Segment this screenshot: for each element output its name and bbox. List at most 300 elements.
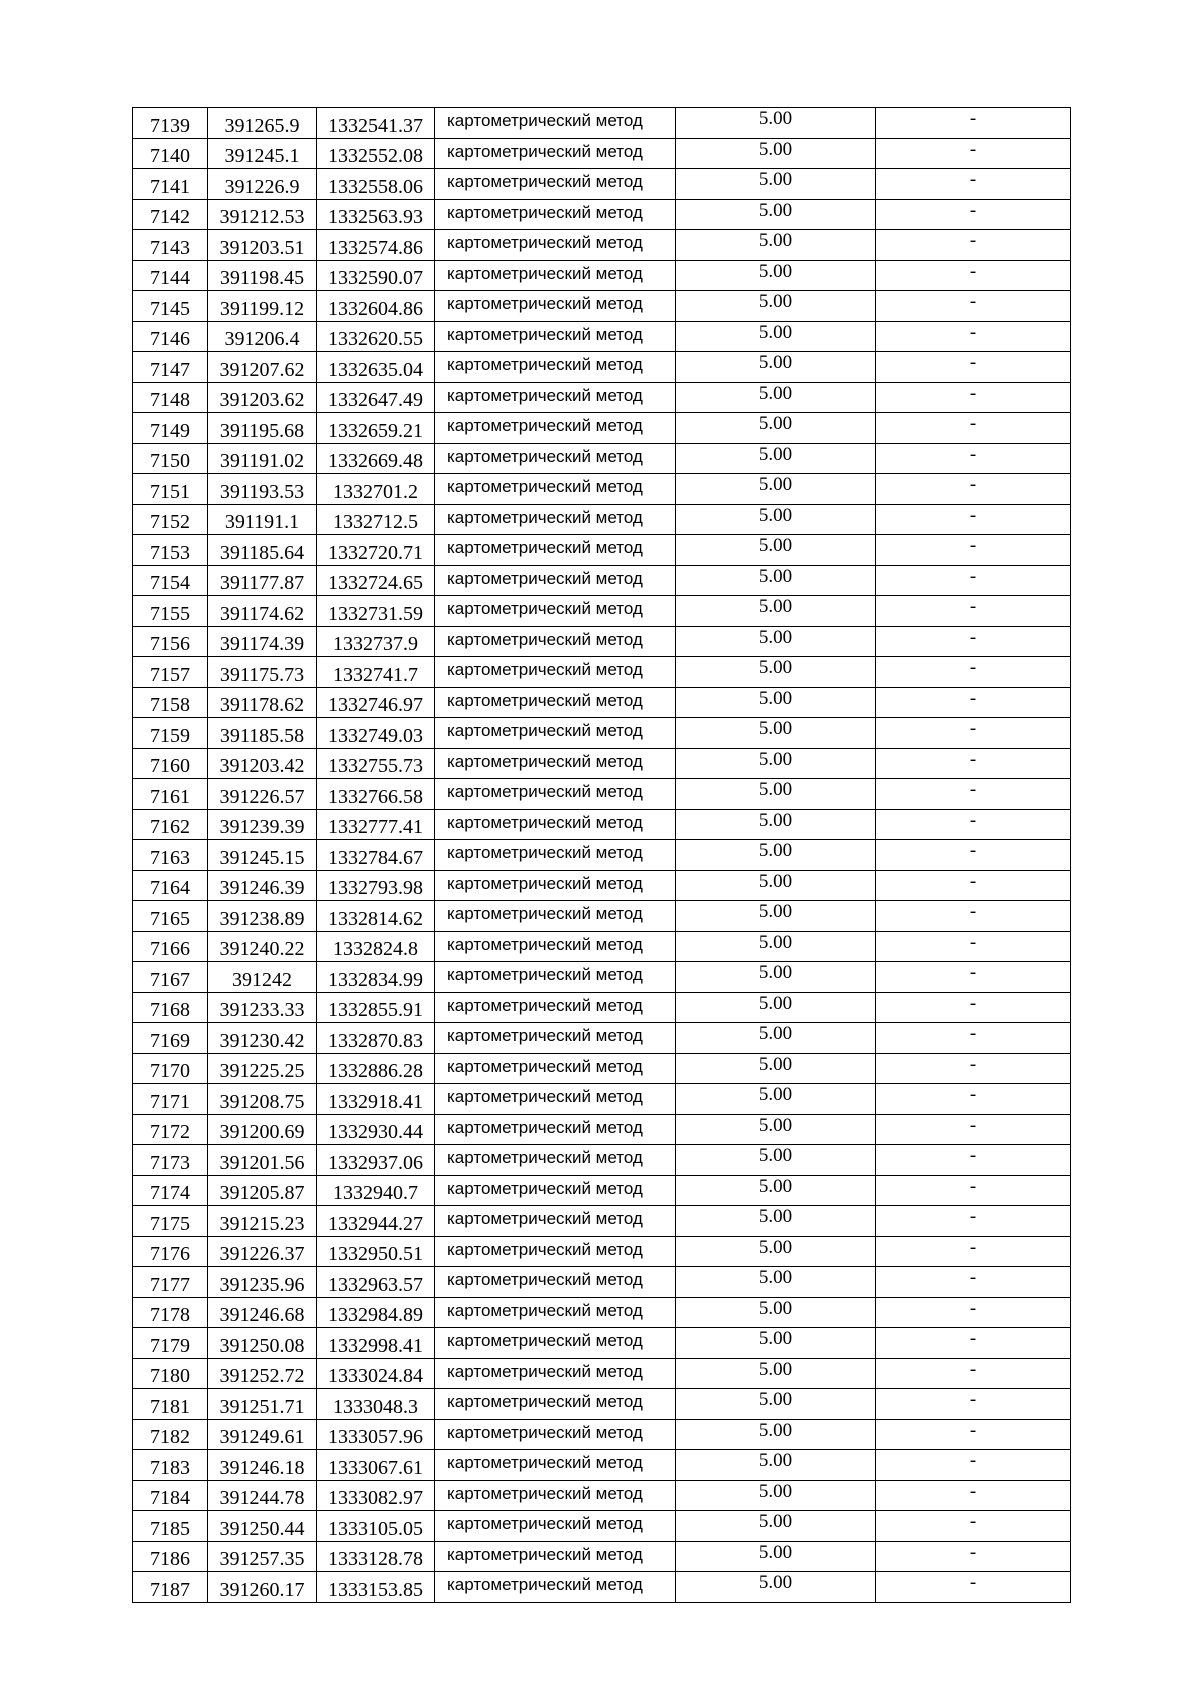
accuracy-cell: 5.00 xyxy=(676,1053,876,1084)
method-cell: картометрический метод xyxy=(435,230,676,261)
point-number-cell: 7158 xyxy=(133,687,208,718)
x-coordinate-cell: 391226.37 xyxy=(208,1236,317,1267)
method-cell: картометрический метод xyxy=(435,657,676,688)
y-coordinate-cell: 1332930.44 xyxy=(317,1114,435,1145)
accuracy-cell: 5.00 xyxy=(676,1145,876,1176)
description-cell: - xyxy=(876,596,1071,627)
accuracy-cell: 5.00 xyxy=(676,1023,876,1054)
description-cell: - xyxy=(876,1450,1071,1481)
method-cell: картометрический метод xyxy=(435,1084,676,1115)
table-row xyxy=(133,1053,1071,1084)
y-coordinate-cell: 1332620.55 xyxy=(317,321,435,352)
y-coordinate-cell: 1332563.93 xyxy=(317,199,435,230)
y-coordinate-cell: 1332940.7 xyxy=(317,1175,435,1206)
table-row xyxy=(133,962,1071,993)
point-number-cell: 7176 xyxy=(133,1236,208,1267)
accuracy-cell: 5.00 xyxy=(676,1358,876,1389)
point-number-cell: 7182 xyxy=(133,1419,208,1450)
y-coordinate-cell: 1332784.67 xyxy=(317,840,435,871)
point-number-cell: 7164 xyxy=(133,870,208,901)
x-coordinate-cell: 391185.58 xyxy=(208,718,317,749)
x-coordinate-cell: 391265.9 xyxy=(208,108,317,139)
method-cell: картометрический метод xyxy=(435,626,676,657)
description-cell: - xyxy=(876,870,1071,901)
y-coordinate-cell: 1332731.59 xyxy=(317,596,435,627)
x-coordinate-cell: 391225.25 xyxy=(208,1053,317,1084)
description-cell: - xyxy=(876,687,1071,718)
point-number-cell: 7141 xyxy=(133,169,208,200)
x-coordinate-cell: 391203.62 xyxy=(208,382,317,413)
x-coordinate-cell: 391239.39 xyxy=(208,809,317,840)
y-coordinate-cell: 1332712.5 xyxy=(317,504,435,535)
description-cell: - xyxy=(876,1236,1071,1267)
method-cell: картометрический метод xyxy=(435,352,676,383)
method-cell: картометрический метод xyxy=(435,1175,676,1206)
accuracy-cell: 5.00 xyxy=(676,1480,876,1511)
x-coordinate-cell: 391174.62 xyxy=(208,596,317,627)
method-cell: картометрический метод xyxy=(435,931,676,962)
description-cell: - xyxy=(876,474,1071,505)
table-row xyxy=(133,382,1071,413)
y-coordinate-cell: 1333057.96 xyxy=(317,1419,435,1450)
table-row xyxy=(133,1236,1071,1267)
coordinates-table-body xyxy=(133,108,1071,1603)
table-row xyxy=(133,504,1071,535)
method-cell: картометрический метод xyxy=(435,565,676,596)
point-number-cell: 7152 xyxy=(133,504,208,535)
x-coordinate-cell: 391195.68 xyxy=(208,413,317,444)
table-row xyxy=(133,443,1071,474)
table-row xyxy=(133,1450,1071,1481)
accuracy-cell: 5.00 xyxy=(676,321,876,352)
x-coordinate-cell: 391257.35 xyxy=(208,1541,317,1572)
point-number-cell: 7155 xyxy=(133,596,208,627)
description-cell: - xyxy=(876,535,1071,566)
point-number-cell: 7145 xyxy=(133,291,208,322)
accuracy-cell: 5.00 xyxy=(676,1267,876,1298)
table-row xyxy=(133,718,1071,749)
table-row xyxy=(133,565,1071,596)
description-cell: - xyxy=(876,1328,1071,1359)
coordinates-table xyxy=(132,107,1071,1603)
table-row xyxy=(133,626,1071,657)
description-cell: - xyxy=(876,626,1071,657)
description-cell: - xyxy=(876,1541,1071,1572)
method-cell: картометрический метод xyxy=(435,992,676,1023)
table-row xyxy=(133,1328,1071,1359)
description-cell: - xyxy=(876,321,1071,352)
y-coordinate-cell: 1332552.08 xyxy=(317,138,435,169)
point-number-cell: 7165 xyxy=(133,901,208,932)
table-row xyxy=(133,474,1071,505)
y-coordinate-cell: 1332541.37 xyxy=(317,108,435,139)
table-row xyxy=(133,870,1071,901)
table-row xyxy=(133,291,1071,322)
x-coordinate-cell: 391245.1 xyxy=(208,138,317,169)
point-number-cell: 7177 xyxy=(133,1267,208,1298)
y-coordinate-cell: 1332737.9 xyxy=(317,626,435,657)
table-row xyxy=(133,413,1071,444)
y-coordinate-cell: 1332574.86 xyxy=(317,230,435,261)
accuracy-cell: 5.00 xyxy=(676,352,876,383)
method-cell: картометрический метод xyxy=(435,962,676,993)
x-coordinate-cell: 391242 xyxy=(208,962,317,993)
description-cell: - xyxy=(876,1267,1071,1298)
description-cell: - xyxy=(876,1023,1071,1054)
method-cell: картометрический метод xyxy=(435,1267,676,1298)
method-cell: картометрический метод xyxy=(435,1236,676,1267)
accuracy-cell: 5.00 xyxy=(676,474,876,505)
point-number-cell: 7150 xyxy=(133,443,208,474)
point-number-cell: 7156 xyxy=(133,626,208,657)
point-number-cell: 7149 xyxy=(133,413,208,444)
description-cell: - xyxy=(876,901,1071,932)
description-cell: - xyxy=(876,657,1071,688)
x-coordinate-cell: 391208.75 xyxy=(208,1084,317,1115)
point-number-cell: 7180 xyxy=(133,1358,208,1389)
y-coordinate-cell: 1332659.21 xyxy=(317,413,435,444)
x-coordinate-cell: 391250.44 xyxy=(208,1511,317,1542)
accuracy-cell: 5.00 xyxy=(676,1389,876,1420)
point-number-cell: 7151 xyxy=(133,474,208,505)
method-cell: картометрический метод xyxy=(435,1511,676,1542)
method-cell: картометрический метод xyxy=(435,1419,676,1450)
point-number-cell: 7166 xyxy=(133,931,208,962)
accuracy-cell: 5.00 xyxy=(676,504,876,535)
point-number-cell: 7157 xyxy=(133,657,208,688)
method-cell: картометрический метод xyxy=(435,1206,676,1237)
y-coordinate-cell: 1332855.91 xyxy=(317,992,435,1023)
x-coordinate-cell: 391203.51 xyxy=(208,230,317,261)
table-row xyxy=(133,901,1071,932)
description-cell: - xyxy=(876,199,1071,230)
description-cell: - xyxy=(876,504,1071,535)
x-coordinate-cell: 391203.42 xyxy=(208,748,317,779)
method-cell: картометрический метод xyxy=(435,138,676,169)
table-row xyxy=(133,230,1071,261)
x-coordinate-cell: 391226.9 xyxy=(208,169,317,200)
y-coordinate-cell: 1332701.2 xyxy=(317,474,435,505)
description-cell: - xyxy=(876,992,1071,1023)
table-row xyxy=(133,809,1071,840)
description-cell: - xyxy=(876,382,1071,413)
y-coordinate-cell: 1332749.03 xyxy=(317,718,435,749)
x-coordinate-cell: 391240.22 xyxy=(208,931,317,962)
method-cell: картометрический метод xyxy=(435,169,676,200)
x-coordinate-cell: 391175.73 xyxy=(208,657,317,688)
table-row xyxy=(133,1084,1071,1115)
description-cell: - xyxy=(876,1419,1071,1450)
method-cell: картометрический метод xyxy=(435,199,676,230)
table-row xyxy=(133,596,1071,627)
x-coordinate-cell: 391200.69 xyxy=(208,1114,317,1145)
table-row xyxy=(133,992,1071,1023)
accuracy-cell: 5.00 xyxy=(676,138,876,169)
point-number-cell: 7160 xyxy=(133,748,208,779)
method-cell: картометрический метод xyxy=(435,718,676,749)
point-number-cell: 7184 xyxy=(133,1480,208,1511)
method-cell: картометрический метод xyxy=(435,474,676,505)
x-coordinate-cell: 391201.56 xyxy=(208,1145,317,1176)
accuracy-cell: 5.00 xyxy=(676,901,876,932)
accuracy-cell: 5.00 xyxy=(676,1450,876,1481)
table-row xyxy=(133,1297,1071,1328)
table-row xyxy=(133,108,1071,139)
y-coordinate-cell: 1332998.41 xyxy=(317,1328,435,1359)
accuracy-cell: 5.00 xyxy=(676,108,876,139)
description-cell: - xyxy=(876,840,1071,871)
method-cell: картометрический метод xyxy=(435,1328,676,1359)
y-coordinate-cell: 1333024.84 xyxy=(317,1358,435,1389)
description-cell: - xyxy=(876,809,1071,840)
point-number-cell: 7154 xyxy=(133,565,208,596)
table-row xyxy=(133,1419,1071,1450)
description-cell: - xyxy=(876,443,1071,474)
table-row xyxy=(133,1480,1071,1511)
x-coordinate-cell: 391207.62 xyxy=(208,352,317,383)
description-cell: - xyxy=(876,1145,1071,1176)
point-number-cell: 7143 xyxy=(133,230,208,261)
y-coordinate-cell: 1332950.51 xyxy=(317,1236,435,1267)
x-coordinate-cell: 391238.89 xyxy=(208,901,317,932)
y-coordinate-cell: 1332720.71 xyxy=(317,535,435,566)
x-coordinate-cell: 391198.45 xyxy=(208,260,317,291)
point-number-cell: 7175 xyxy=(133,1206,208,1237)
accuracy-cell: 5.00 xyxy=(676,1572,876,1603)
x-coordinate-cell: 391174.39 xyxy=(208,626,317,657)
point-number-cell: 7173 xyxy=(133,1145,208,1176)
accuracy-cell: 5.00 xyxy=(676,1236,876,1267)
accuracy-cell: 5.00 xyxy=(676,230,876,261)
point-number-cell: 7161 xyxy=(133,779,208,810)
table-row xyxy=(133,1541,1071,1572)
y-coordinate-cell: 1332944.27 xyxy=(317,1206,435,1237)
method-cell: картометрический метод xyxy=(435,596,676,627)
point-number-cell: 7186 xyxy=(133,1541,208,1572)
point-number-cell: 7181 xyxy=(133,1389,208,1420)
table-row xyxy=(133,352,1071,383)
point-number-cell: 7174 xyxy=(133,1175,208,1206)
point-number-cell: 7147 xyxy=(133,352,208,383)
table-row xyxy=(133,199,1071,230)
x-coordinate-cell: 391178.62 xyxy=(208,687,317,718)
method-cell: картометрический метод xyxy=(435,382,676,413)
x-coordinate-cell: 391246.39 xyxy=(208,870,317,901)
table-row xyxy=(133,321,1071,352)
description-cell: - xyxy=(876,291,1071,322)
accuracy-cell: 5.00 xyxy=(676,1328,876,1359)
accuracy-cell: 5.00 xyxy=(676,596,876,627)
table-row xyxy=(133,260,1071,291)
description-cell: - xyxy=(876,1084,1071,1115)
table-row xyxy=(133,1572,1071,1603)
x-coordinate-cell: 391193.53 xyxy=(208,474,317,505)
table-row xyxy=(133,1206,1071,1237)
description-cell: - xyxy=(876,962,1071,993)
method-cell: картометрический метод xyxy=(435,504,676,535)
table-row xyxy=(133,535,1071,566)
accuracy-cell: 5.00 xyxy=(676,687,876,718)
y-coordinate-cell: 1333067.61 xyxy=(317,1450,435,1481)
point-number-cell: 7168 xyxy=(133,992,208,1023)
x-coordinate-cell: 391233.33 xyxy=(208,992,317,1023)
description-cell: - xyxy=(876,169,1071,200)
accuracy-cell: 5.00 xyxy=(676,809,876,840)
y-coordinate-cell: 1333153.85 xyxy=(317,1572,435,1603)
accuracy-cell: 5.00 xyxy=(676,565,876,596)
y-coordinate-cell: 1332746.97 xyxy=(317,687,435,718)
x-coordinate-cell: 391185.64 xyxy=(208,535,317,566)
method-cell: картометрический метод xyxy=(435,291,676,322)
x-coordinate-cell: 391191.02 xyxy=(208,443,317,474)
point-number-cell: 7178 xyxy=(133,1297,208,1328)
description-cell: - xyxy=(876,748,1071,779)
accuracy-cell: 5.00 xyxy=(676,199,876,230)
method-cell: картометрический метод xyxy=(435,870,676,901)
description-cell: - xyxy=(876,779,1071,810)
y-coordinate-cell: 1333128.78 xyxy=(317,1541,435,1572)
method-cell: картометрический метод xyxy=(435,840,676,871)
point-number-cell: 7139 xyxy=(133,108,208,139)
y-coordinate-cell: 1333082.97 xyxy=(317,1480,435,1511)
point-number-cell: 7144 xyxy=(133,260,208,291)
method-cell: картометрический метод xyxy=(435,1023,676,1054)
description-cell: - xyxy=(876,1053,1071,1084)
description-cell: - xyxy=(876,108,1071,139)
accuracy-cell: 5.00 xyxy=(676,1297,876,1328)
x-coordinate-cell: 391212.53 xyxy=(208,199,317,230)
method-cell: картометрический метод xyxy=(435,535,676,566)
x-coordinate-cell: 391251.71 xyxy=(208,1389,317,1420)
method-cell: картометрический метод xyxy=(435,443,676,474)
accuracy-cell: 5.00 xyxy=(676,962,876,993)
point-number-cell: 7171 xyxy=(133,1084,208,1115)
accuracy-cell: 5.00 xyxy=(676,1511,876,1542)
accuracy-cell: 5.00 xyxy=(676,1541,876,1572)
point-number-cell: 7146 xyxy=(133,321,208,352)
y-coordinate-cell: 1332918.41 xyxy=(317,1084,435,1115)
description-cell: - xyxy=(876,230,1071,261)
y-coordinate-cell: 1332963.57 xyxy=(317,1267,435,1298)
method-cell: картометрический метод xyxy=(435,413,676,444)
accuracy-cell: 5.00 xyxy=(676,840,876,871)
description-cell: - xyxy=(876,1114,1071,1145)
y-coordinate-cell: 1332635.04 xyxy=(317,352,435,383)
description-cell: - xyxy=(876,1358,1071,1389)
description-cell: - xyxy=(876,260,1071,291)
y-coordinate-cell: 1332793.98 xyxy=(317,870,435,901)
method-cell: картометрический метод xyxy=(435,1114,676,1145)
method-cell: картометрический метод xyxy=(435,779,676,810)
method-cell: картометрический метод xyxy=(435,901,676,932)
x-coordinate-cell: 391245.15 xyxy=(208,840,317,871)
x-coordinate-cell: 391246.18 xyxy=(208,1450,317,1481)
y-coordinate-cell: 1332755.73 xyxy=(317,748,435,779)
x-coordinate-cell: 391205.87 xyxy=(208,1175,317,1206)
method-cell: картометрический метод xyxy=(435,687,676,718)
accuracy-cell: 5.00 xyxy=(676,1175,876,1206)
table-row xyxy=(133,657,1071,688)
method-cell: картометрический метод xyxy=(435,1297,676,1328)
accuracy-cell: 5.00 xyxy=(676,718,876,749)
method-cell: картометрический метод xyxy=(435,1450,676,1481)
point-number-cell: 7163 xyxy=(133,840,208,871)
accuracy-cell: 5.00 xyxy=(676,1084,876,1115)
accuracy-cell: 5.00 xyxy=(676,260,876,291)
description-cell: - xyxy=(876,413,1071,444)
x-coordinate-cell: 391177.87 xyxy=(208,565,317,596)
x-coordinate-cell: 391260.17 xyxy=(208,1572,317,1603)
y-coordinate-cell: 1333048.3 xyxy=(317,1389,435,1420)
y-coordinate-cell: 1332766.58 xyxy=(317,779,435,810)
accuracy-cell: 5.00 xyxy=(676,1419,876,1450)
x-coordinate-cell: 391215.23 xyxy=(208,1206,317,1237)
x-coordinate-cell: 391249.61 xyxy=(208,1419,317,1450)
point-number-cell: 7153 xyxy=(133,535,208,566)
y-coordinate-cell: 1332604.86 xyxy=(317,291,435,322)
description-cell: - xyxy=(876,718,1071,749)
description-cell: - xyxy=(876,1175,1071,1206)
accuracy-cell: 5.00 xyxy=(676,779,876,810)
x-coordinate-cell: 391252.72 xyxy=(208,1358,317,1389)
y-coordinate-cell: 1332724.65 xyxy=(317,565,435,596)
y-coordinate-cell: 1332937.06 xyxy=(317,1145,435,1176)
description-cell: - xyxy=(876,1511,1071,1542)
point-number-cell: 7159 xyxy=(133,718,208,749)
x-coordinate-cell: 391235.96 xyxy=(208,1267,317,1298)
accuracy-cell: 5.00 xyxy=(676,748,876,779)
table-row xyxy=(133,1358,1071,1389)
method-cell: картометрический метод xyxy=(435,1480,676,1511)
x-coordinate-cell: 391230.42 xyxy=(208,1023,317,1054)
accuracy-cell: 5.00 xyxy=(676,992,876,1023)
accuracy-cell: 5.00 xyxy=(676,169,876,200)
table-row xyxy=(133,687,1071,718)
accuracy-cell: 5.00 xyxy=(676,443,876,474)
point-number-cell: 7148 xyxy=(133,382,208,413)
y-coordinate-cell: 1332984.89 xyxy=(317,1297,435,1328)
description-cell: - xyxy=(876,1480,1071,1511)
x-coordinate-cell: 391244.78 xyxy=(208,1480,317,1511)
point-number-cell: 7169 xyxy=(133,1023,208,1054)
method-cell: картометрический метод xyxy=(435,1541,676,1572)
y-coordinate-cell: 1332558.06 xyxy=(317,169,435,200)
table-row xyxy=(133,1175,1071,1206)
point-number-cell: 7183 xyxy=(133,1450,208,1481)
description-cell: - xyxy=(876,1297,1071,1328)
y-coordinate-cell: 1333105.05 xyxy=(317,1511,435,1542)
accuracy-cell: 5.00 xyxy=(676,626,876,657)
point-number-cell: 7185 xyxy=(133,1511,208,1542)
x-coordinate-cell: 391250.08 xyxy=(208,1328,317,1359)
method-cell: картометрический метод xyxy=(435,108,676,139)
point-number-cell: 7179 xyxy=(133,1328,208,1359)
x-coordinate-cell: 391191.1 xyxy=(208,504,317,535)
description-cell: - xyxy=(876,1206,1071,1237)
point-number-cell: 7170 xyxy=(133,1053,208,1084)
y-coordinate-cell: 1332777.41 xyxy=(317,809,435,840)
y-coordinate-cell: 1332814.62 xyxy=(317,901,435,932)
description-cell: - xyxy=(876,1389,1071,1420)
y-coordinate-cell: 1332886.28 xyxy=(317,1053,435,1084)
accuracy-cell: 5.00 xyxy=(676,870,876,901)
table-row xyxy=(133,1511,1071,1542)
method-cell: картометрический метод xyxy=(435,748,676,779)
point-number-cell: 7142 xyxy=(133,199,208,230)
description-cell: - xyxy=(876,1572,1071,1603)
point-number-cell: 7162 xyxy=(133,809,208,840)
accuracy-cell: 5.00 xyxy=(676,413,876,444)
